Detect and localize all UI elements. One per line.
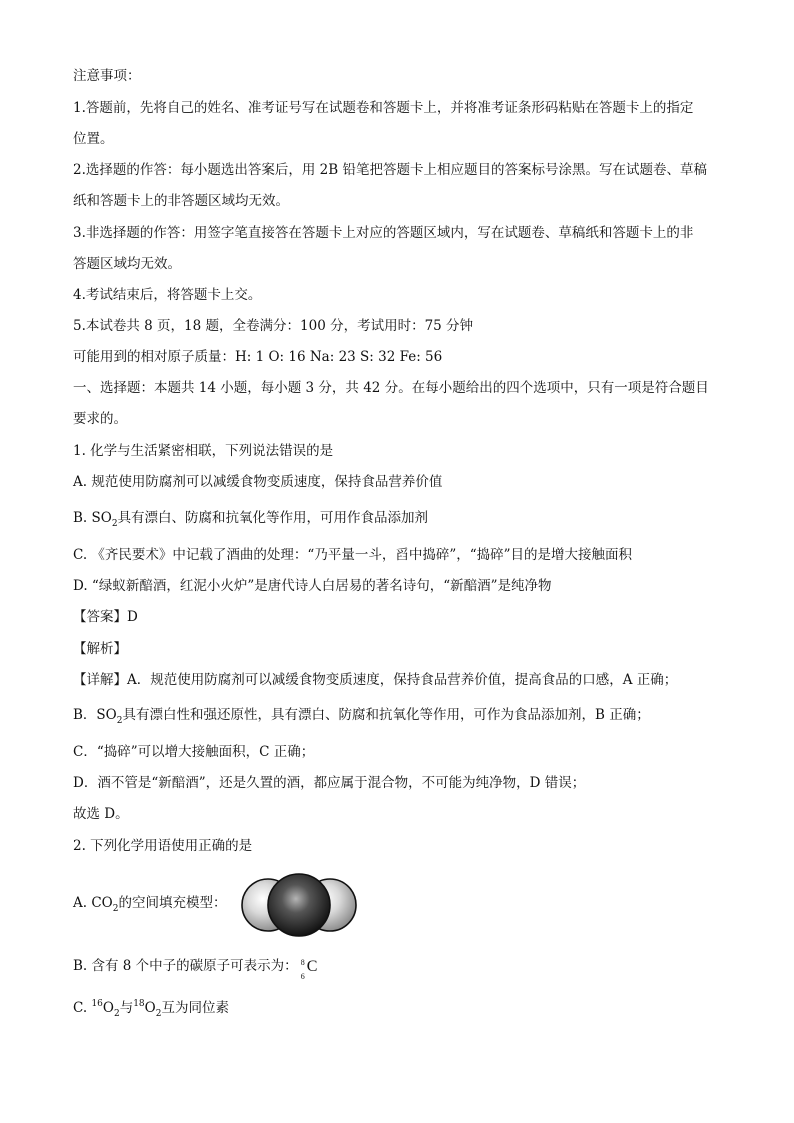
section-header-line2: 要求的。 bbox=[73, 411, 127, 427]
notice-item-2a: 2.选择题的作答：每小题选出答案后，用 2B 铅笔把答题卡上相应题目的答案标号涂黑。写在试题卷、草稿 bbox=[73, 162, 707, 178]
notice-item-5: 5.本试卷共 8 页，18 题，全卷满分：100 分，考试用时：75 分钟 bbox=[73, 318, 474, 334]
q2-option-c-connector: 与 bbox=[119, 1000, 134, 1016]
q1-option-b-formula: B. SO bbox=[73, 510, 112, 526]
notice-item-2b: 纸和答题卡上的非答题区域均无效。 bbox=[73, 193, 289, 209]
nuclide-mass-number: 8 bbox=[300, 957, 305, 967]
q2-option-c-text: 互为同位素 bbox=[161, 1000, 229, 1016]
carbon-atom bbox=[268, 874, 330, 936]
q1-detail-d: D．酒不管是“新醅酒”，还是久置的酒，都应属于混合物，不可能为纯净物，D 错误； bbox=[73, 775, 586, 791]
q1-option-a: A. 规范使用防腐剂可以减缓食物变质速度，保持食品营养价值 bbox=[73, 474, 443, 490]
q1-option-b-text: 具有漂白、防腐和抗氧化等作用，可用作食品添加剂 bbox=[117, 510, 429, 526]
q1-detail-b-formula: B．SO bbox=[73, 707, 117, 723]
q1-detail-a: 【详解】A．规范使用防腐剂可以减缓食物变质速度，保持食品营养价值，提高食品的口感，A 正确； bbox=[73, 672, 678, 688]
q1-detail-b bbox=[73, 706, 650, 726]
notice-title: 注意事项： bbox=[73, 68, 141, 84]
q2-option-a bbox=[73, 894, 226, 914]
notice-item-1b: 位置。 bbox=[73, 131, 114, 147]
q1-detail-c: C．“捣碎”可以增大接触面积，C 正确； bbox=[73, 744, 315, 760]
q1-stem: 1. 化学与生活紧密相联，下列说法错误的是 bbox=[73, 443, 334, 459]
q2-option-c bbox=[73, 999, 229, 1019]
section-header-line1: 一、选择题：本题共 14 小题，每小题 3 分，共 42 分。在每小题给出的四个选项中，只有一项是符合题目 bbox=[73, 380, 709, 396]
co2-space-filling-model bbox=[240, 872, 358, 938]
q2-option-a-formula: A. CO bbox=[73, 895, 113, 911]
nuclide-atomic-number: 6 bbox=[300, 971, 305, 981]
carbon-nuclide-symbol bbox=[298, 957, 320, 981]
notice-item-4: 4.考试结束后，将答题卡上交。 bbox=[73, 287, 262, 303]
q1-answer: 【答案】D bbox=[73, 609, 138, 625]
q1-option-b bbox=[73, 509, 428, 529]
q2-option-a-text: 的空间填充模型： bbox=[118, 895, 227, 911]
q2-option-b-text: B. 含有 8 个中子的碳原子可表示为： bbox=[73, 958, 298, 974]
q1-option-d: D. “绿蚁新醅酒，红泥小火炉”是唐代诗人白居易的著名诗句，“新醅酒”是纯净物 bbox=[73, 578, 552, 594]
q2-option-c-sub-1: 2 bbox=[113, 1009, 120, 1019]
q1-detail-b-subscript: 2 bbox=[116, 716, 123, 726]
q2-option-c-mass-1: 16 bbox=[91, 999, 103, 1009]
nuclide-element: C bbox=[306, 957, 318, 975]
q2-option-b bbox=[73, 957, 320, 981]
q1-conclusion: 故选 D。 bbox=[73, 806, 129, 822]
notice-item-3a: 3.非选择题的作答：用签字笔直接答在答题卡上对应的答题区域内，写在试题卷、草稿纸和答题卡上的非 bbox=[73, 225, 694, 241]
q1-detail-b-text: 具有漂白性和强还原性，具有漂白、防腐和抗氧化等作用，可作为食品添加剂，B 正确； bbox=[122, 707, 650, 723]
q1-analysis: 【解析】 bbox=[73, 641, 127, 657]
notice-item-1a: 1.答题前，先将自己的姓名、准考证号写在试题卷和答题卡上，并将准考证条形码粘贴在答题卡上的指定 bbox=[73, 100, 694, 116]
notice-item-3b: 答题区域均无效。 bbox=[73, 256, 181, 272]
q1-option-c: C. 《齐民要术》中记载了酒曲的处理：“乃平量一斗，舀中捣碎”，“捣碎”目的是增大接触面积 bbox=[73, 547, 633, 563]
q2-stem: 2. 下列化学用语使用正确的是 bbox=[73, 838, 253, 854]
q2-option-c-oxygen-2: O bbox=[144, 1000, 156, 1016]
q1-option-b-subscript: 2 bbox=[111, 519, 118, 529]
q2-option-c-mass-2: 18 bbox=[133, 999, 145, 1009]
q2-option-c-sub-2: 2 bbox=[155, 1009, 162, 1019]
q2-option-c-label: C. bbox=[73, 1000, 92, 1016]
atomic-masses: 可能用到的相对原子质量：H: 1 O: 16 Na: 23 S: 32 Fe: 56 bbox=[73, 349, 443, 365]
q2-option-c-oxygen-1: O bbox=[102, 1000, 114, 1016]
q2-option-a-subscript: 2 bbox=[112, 904, 119, 914]
